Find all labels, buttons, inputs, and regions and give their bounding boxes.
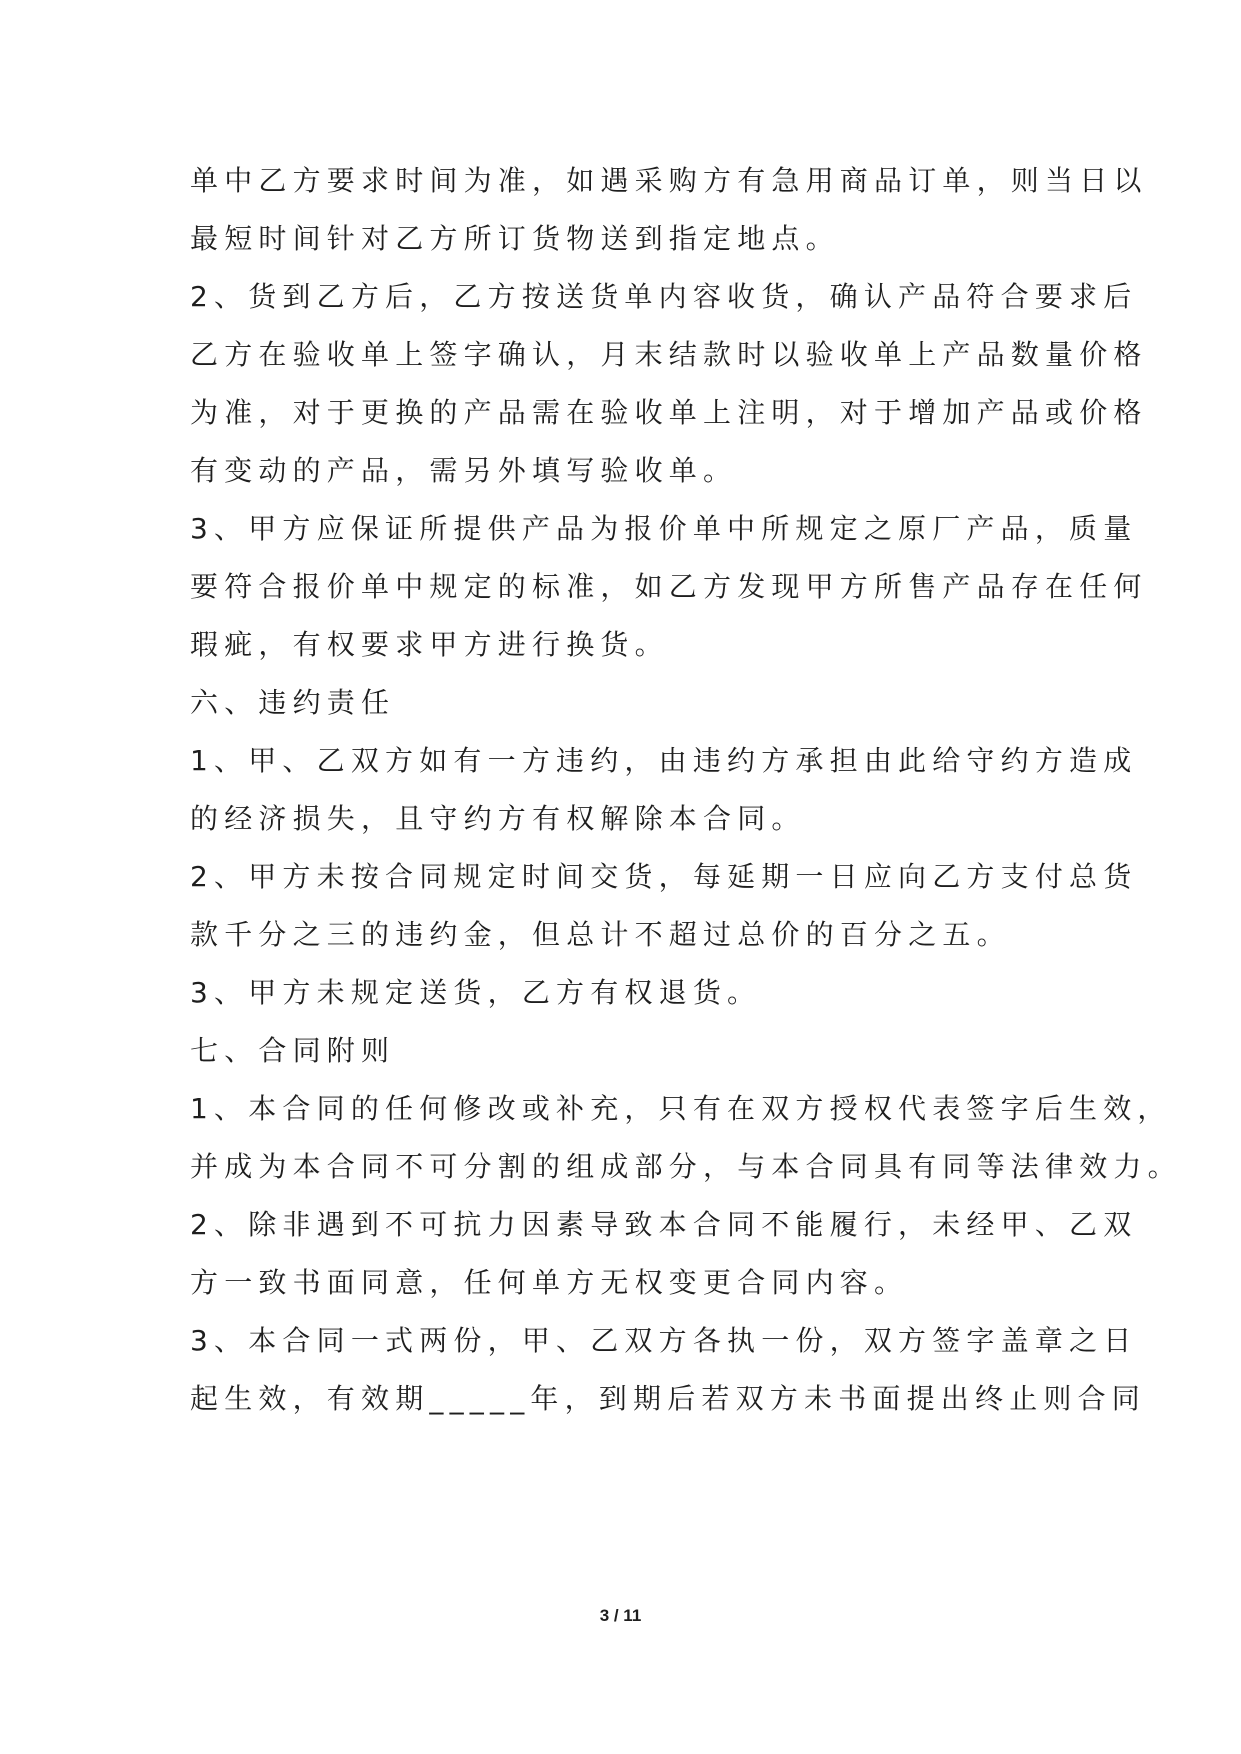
text-line-2: 最短时间针对乙方所订货物送到指定地点。 <box>190 222 840 255</box>
text-line-22: 起生效，有效期_____年，到期后若双方未书面提出终止则合同 <box>190 1382 1147 1415</box>
text-line-3: 2、货到乙方后，乙方按送货单内容收货，确认产品符合要求后 <box>190 280 1138 313</box>
text-line-19: 2、除非遇到不可抗力因素导致本合同不能履行，未经甲、乙双 <box>190 1208 1138 1241</box>
text-line-12: 的经济损失，且守约方有权解除本合同。 <box>190 802 806 835</box>
text-line-9: 瑕疵，有权要求甲方进行换货。 <box>190 628 669 661</box>
text-line-4: 乙方在验收单上签字确认，月末结款时以验收单上产品数量价格 <box>190 338 1148 371</box>
text-line-7: 3、甲方应保证所提供产品为报价单中所规定之原厂产品，质量 <box>190 512 1138 545</box>
text-line-20: 方一致书面同意，任何单方无权变更合同内容。 <box>190 1266 909 1299</box>
text-line-17: 1、本合同的任何修改或补充，只有在双方授权代表签字后生效， <box>190 1092 1172 1125</box>
text-line-5: 为准，对于更换的产品需在验收单上注明，对于增加产品或价格 <box>190 396 1148 429</box>
page-number: 3 / 11 <box>599 1606 642 1625</box>
section-heading-breach: 六、违约责任 <box>190 686 396 719</box>
text-line-14: 款千分之三的违约金，但总计不超过总价的百分之五。 <box>190 918 1011 951</box>
text-line-6: 有变动的产品，需另外填写验收单。 <box>190 454 738 487</box>
text-line-18: 并成为本合同不可分割的组成部分，与本合同具有同等法律效力。 <box>190 1150 1182 1183</box>
text-line-1: 单中乙方要求时间为准，如遇采购方有急用商品订单，则当日以 <box>190 164 1148 197</box>
text-line-11: 1、甲、乙双方如有一方违约，由违约方承担由此给守约方造成 <box>190 744 1138 777</box>
text-line-15: 3、甲方未规定送货，乙方有权退货。 <box>190 976 762 1009</box>
text-line-8: 要符合报价单中规定的标准，如乙方发现甲方所售产品存在任何 <box>190 570 1148 603</box>
document-body <box>190 152 1182 1428</box>
text-line-21: 3、本合同一式两份，甲、乙双方各执一份，双方签字盖章之日 <box>190 1324 1138 1357</box>
section-heading-supplementary: 七、合同附则 <box>190 1034 396 1067</box>
text-line-13: 2、甲方未按合同规定时间交货，每延期一日应向乙方支付总货 <box>190 860 1138 893</box>
